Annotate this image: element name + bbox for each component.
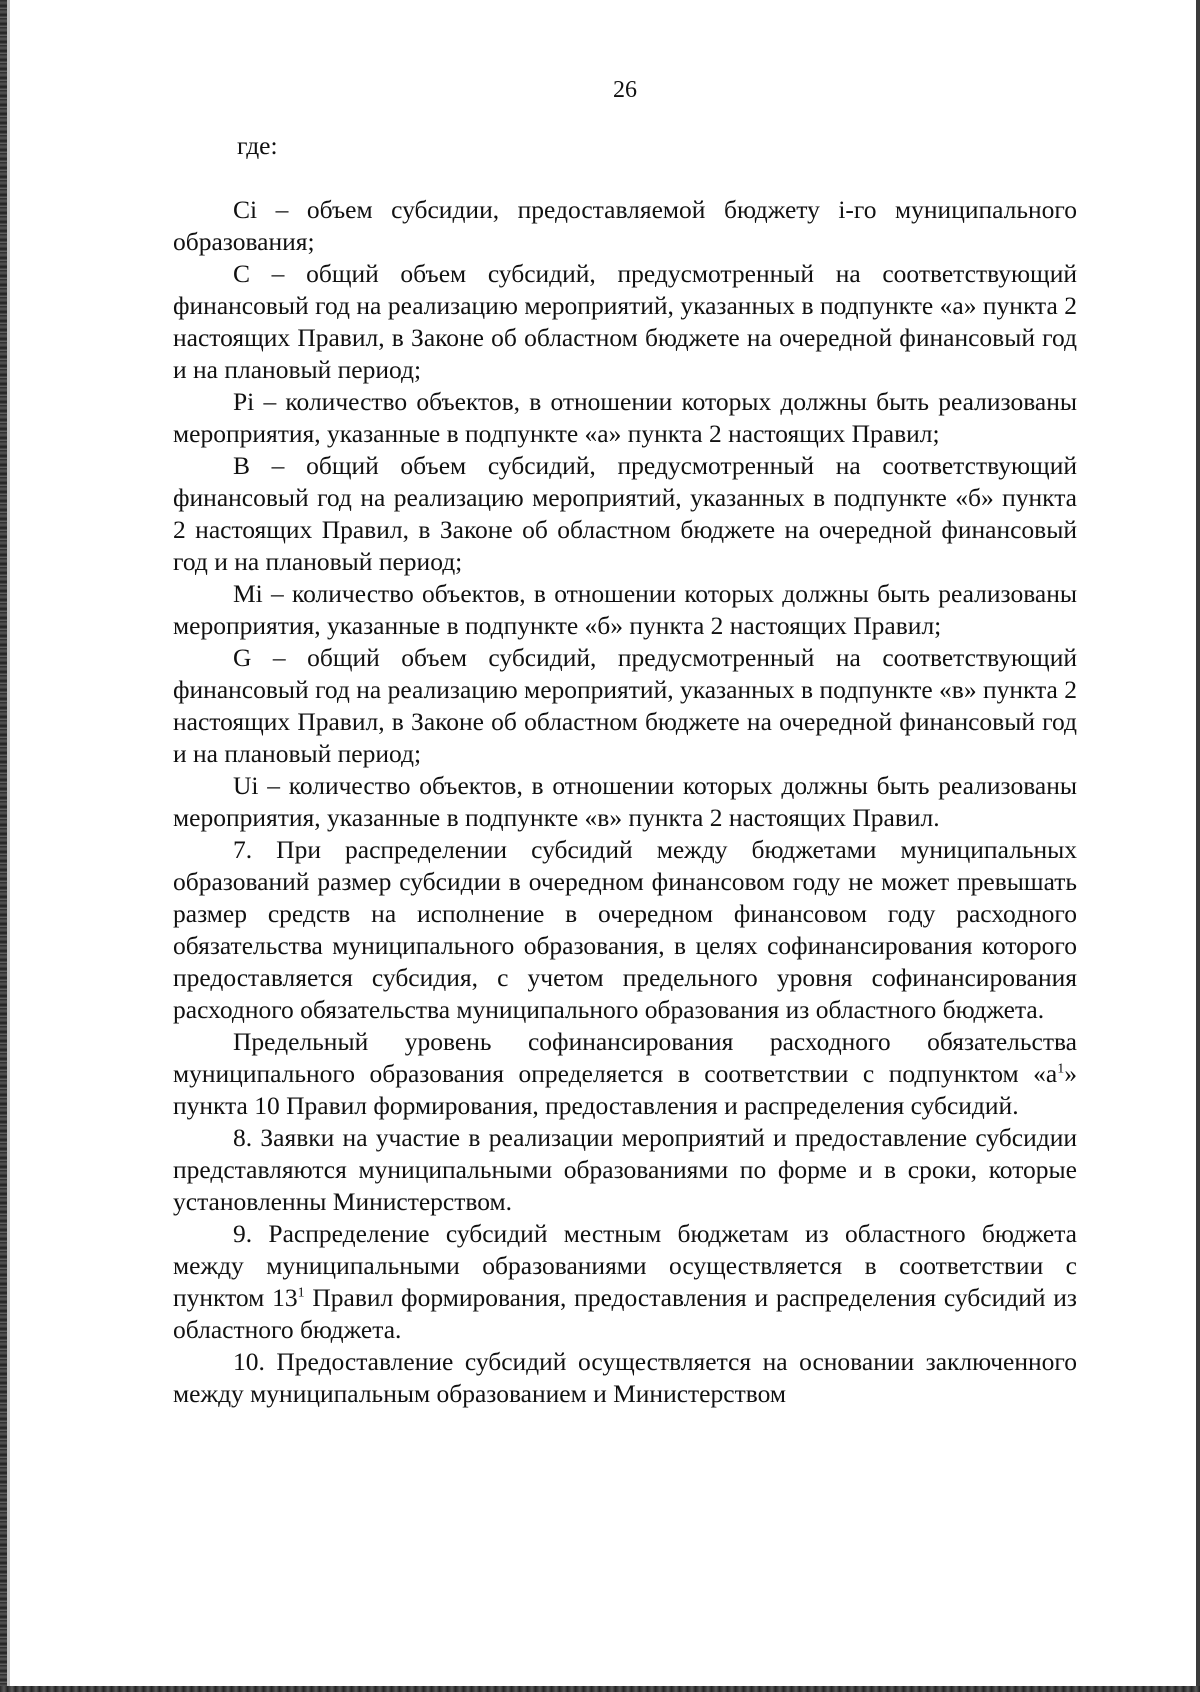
page-number: 26 — [613, 77, 637, 103]
document-body — [173, 130, 1077, 1410]
scan-edge-bottom — [0, 1686, 1200, 1692]
paragraph-cofinancing-level — [173, 1026, 1077, 1122]
paragraph-item-10: 10. Предоставление субсидий осуществляется на основании заключенного между муниципальным образованием и Министерством — [173, 1347, 1077, 1408]
paragraph-mi-definition: Mi – количество объектов, в отношении которых должны быть реализованы мероприятия, указанные в подпункте «б» пункта 2 настоящих Правил; — [173, 579, 1077, 640]
superscript-marker: 1 — [297, 1285, 305, 1301]
scan-edge-shadow — [7, 0, 10, 1692]
superscript-marker: 1 — [1057, 1061, 1065, 1077]
paragraph-item-9-text-end: Правил формирования, предоставления и распределения субсидий из областного бюджета. — [173, 1283, 1077, 1344]
paragraph-cofinancing-level-text-end: » пункта 10 Правил формирования, предоставления и распределения субсидий. — [173, 1059, 1077, 1120]
paragraph-b-definition: B – общий объем субсидий, предусмотренный на соответствующий финансовый год на реализацию мероприятий, указанных в подпункте «б» пункта 2 настоящих Правил, в Законе об областном бюджете на очередной финансовый год и на плановый период; — [173, 451, 1077, 576]
paragraph-g-definition: G – общий объем субсидий, предусмотренный на соответствующий финансовый год на реализацию мероприятий, указанных в подпункте «в» пункта 2 настоящих Правил, в Законе об областном бюджете на очередной финансовый год и на плановый период; — [173, 643, 1077, 768]
paragraph-pi-definition: Pi – количество объектов, в отношении которых должны быть реализованы мероприятия, указанные в подпункте «а» пункта 2 настоящих Правил; — [173, 387, 1077, 448]
paragraph-cofinancing-level-text: Предельный уровень софинансирования расходного обязательства муниципального образования определяется в соответствии с подпунктом «а — [173, 1027, 1077, 1088]
paragraph-c-definition: С – общий объем субсидий, предусмотренный на соответствующий финансовый год на реализацию мероприятий, указанных в подпункте «а» пункта 2 настоящих Правил, в Законе об областном бюджете на очередной финансовый год и на плановый период; — [173, 259, 1077, 384]
paragraph-item-7: 7. При распределении субсидий между бюджетами муниципальных образований размер субсидии в очередном финансовом году не может превышать размер средств на исполнение в очередном финансовом году расходного обязательства муниципального образования, в целях софинансирования которого предоставляется субсидия, с учетом предельного уровня софинансирования расходного обязательства муниципального образования из областного бюджета. — [173, 835, 1077, 1024]
paragraph-ui-definition: Ui – количество объектов, в отношении которых должны быть реализованы мероприятия, указанные в подпункте «в» пункта 2 настоящих Правил. — [173, 771, 1077, 832]
paragraph-ci-definition: Ci – объем субсидии, предоставляемой бюджету i-го муниципального образования; — [173, 195, 1077, 256]
paragraph-item-9 — [173, 1218, 1077, 1346]
paragraph-item-9-text: 9. Распределение субсидий местным бюджетам из областного бюджета между муниципальными образованиями осуществляется в соответствии с пунктом 13 — [173, 1219, 1077, 1312]
scan-edge-right — [1196, 0, 1200, 1692]
paragraph-item-8: 8. Заявки на участие в реализации мероприятий и предоставление субсидии представляются муниципальными образованиями по форме и в сроки, которые установленны Министерством. — [173, 1123, 1077, 1216]
paragraph-where: где: — [237, 131, 278, 160]
scan-edge-left — [0, 0, 7, 1692]
